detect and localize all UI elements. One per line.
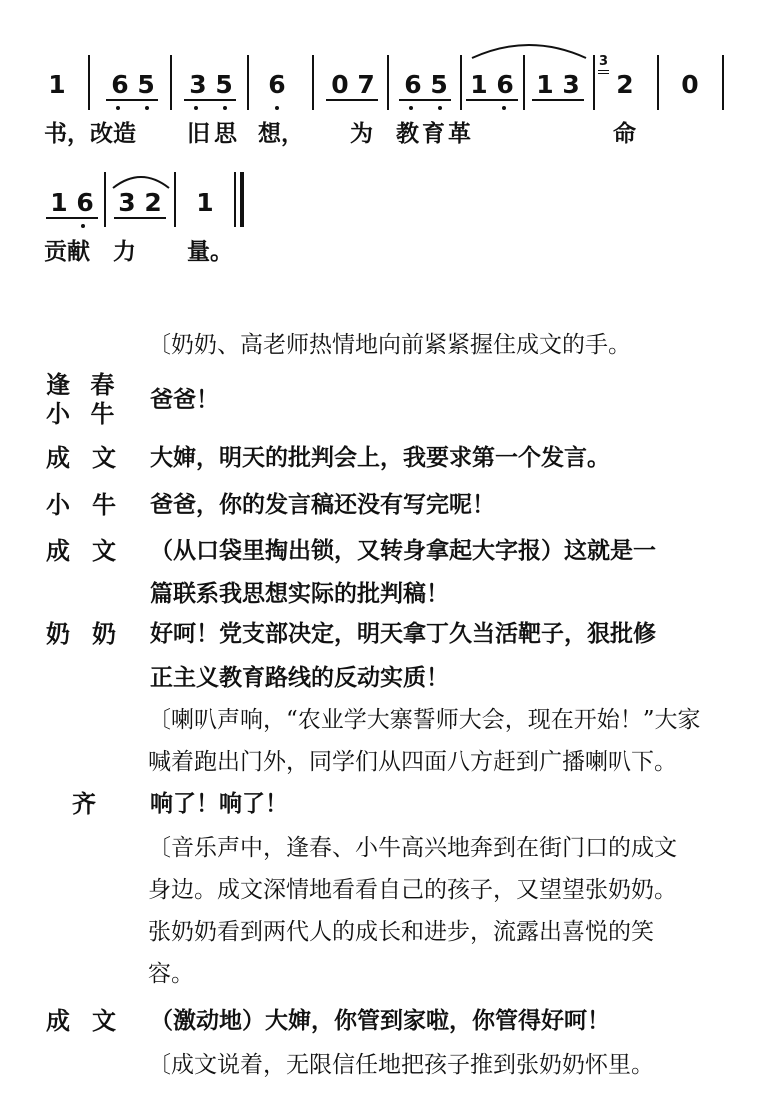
measure-6: 1 6 <box>470 70 514 99</box>
speaker: 成文 <box>46 536 138 565</box>
stage-direction: 喊着跑出门外，同学们从四面八方赶到广播喇叭下。 <box>148 749 677 775</box>
underline <box>184 99 236 101</box>
stage-direction: 〔成文说着，无限信任地把孩子推到张奶奶怀里。 <box>148 1052 654 1078</box>
underline <box>532 99 584 101</box>
measure-10: 1 6 <box>50 188 94 217</box>
stage-direction: 〔奶奶、高老师热情地向前紧紧握住成文的手。 <box>148 332 631 358</box>
lyric: 命 <box>613 120 636 147</box>
low-octave-dot <box>116 106 120 110</box>
bar-line <box>174 172 176 227</box>
lyric: 书，改造 <box>44 120 136 147</box>
measure-7: 1 3 <box>536 70 580 99</box>
bar-line <box>247 55 249 110</box>
grace-underline <box>598 73 609 74</box>
underline <box>114 217 166 219</box>
low-octave-dot <box>438 106 442 110</box>
measure-2: 3 5 <box>189 70 233 99</box>
measure-8: 2 <box>616 70 634 99</box>
slur <box>110 170 172 190</box>
lyric: 力 <box>113 238 136 265</box>
low-octave-dot <box>502 106 506 110</box>
speaker: 成文 <box>46 1006 138 1035</box>
low-octave-dot <box>223 106 227 110</box>
measure-11: 3 2 <box>118 188 162 217</box>
dialogue: 大婶，明天的批判会上，我要求第一个发言。 <box>150 444 610 471</box>
stage-direction: 〔喇叭声响，“农业学大寨誓师大会，现在开始！”大家 <box>148 707 701 733</box>
lyric: 教育革 <box>396 120 474 147</box>
low-octave-dot <box>409 106 413 110</box>
lyric: 贡献 <box>44 238 90 265</box>
lyric: 为 <box>350 120 373 147</box>
bar-line <box>387 55 389 110</box>
stage-direction: 容。 <box>148 961 194 987</box>
dialogue: 篇联系我思想实际的批判稿！ <box>150 580 449 607</box>
dialogue: 好呵！党支部决定，明天拿丁久当活靶子，狠批修 <box>150 620 656 647</box>
dialogue: （从口袋里掏出锁，又转身拿起大字报）这就是一 <box>150 537 656 564</box>
bar-line <box>88 55 90 110</box>
stage-direction: 张奶奶看到两代人的成长和进步，流露出喜悦的笑 <box>148 919 654 945</box>
dialogue: 爸爸，你的发言稿还没有写完呢！ <box>150 491 495 518</box>
bar-line <box>170 55 172 110</box>
speaker: 小 牛 <box>46 399 121 428</box>
low-octave-dot <box>145 106 149 110</box>
bar-line <box>460 55 462 110</box>
underline <box>466 99 518 101</box>
bar-line <box>312 55 314 110</box>
bar-line <box>593 55 595 110</box>
dialogue: 响了！响了！ <box>150 790 288 817</box>
underline <box>106 99 158 101</box>
pickup-note: 1 <box>48 70 66 99</box>
bar-line <box>523 55 525 110</box>
lyric: 旧思 <box>187 120 241 147</box>
stage-direction: 身边。成文深情地看看自己的孩子，又望望张奶奶。 <box>148 877 677 903</box>
dialogue: 爸爸！ <box>150 386 219 413</box>
low-octave-dot <box>81 224 85 228</box>
speaker: 小牛 <box>46 490 138 519</box>
measure-3: 6 <box>268 70 286 99</box>
measure-4: 0 7 <box>331 70 375 99</box>
stage-direction: 〔音乐声中，逢春、小牛高兴地奔到在街门口的成文 <box>148 835 677 861</box>
measure-5: 6 5 <box>404 70 448 99</box>
final-bar-thick <box>240 172 244 227</box>
low-octave-dot <box>275 106 279 110</box>
measure-9: 0 <box>681 70 699 99</box>
low-octave-dot <box>194 106 198 110</box>
underline <box>326 99 378 101</box>
bar-line <box>722 55 724 110</box>
dialogue: 正主义教育路线的反动实质！ <box>150 664 449 691</box>
dialogue: （激动地）大婶，你管到家啦，你管得好呵！ <box>150 1007 610 1034</box>
grace-note: 3 <box>599 54 609 69</box>
speaker: 齐 <box>72 789 118 818</box>
speaker: 奶奶 <box>46 619 138 648</box>
measure-12: 1 <box>196 188 214 217</box>
lyric: 量。 <box>187 238 233 265</box>
underline <box>46 217 98 219</box>
final-bar-thin <box>234 172 236 227</box>
grace-underline <box>598 70 609 71</box>
bar-line <box>657 55 659 110</box>
underline <box>399 99 451 101</box>
slur <box>470 38 588 60</box>
speaker: 逢 春 <box>46 370 121 399</box>
measure-1: 6 5 <box>111 70 155 99</box>
speaker: 成文 <box>46 443 138 472</box>
lyric: 想， <box>258 120 304 147</box>
bar-line <box>104 172 106 227</box>
